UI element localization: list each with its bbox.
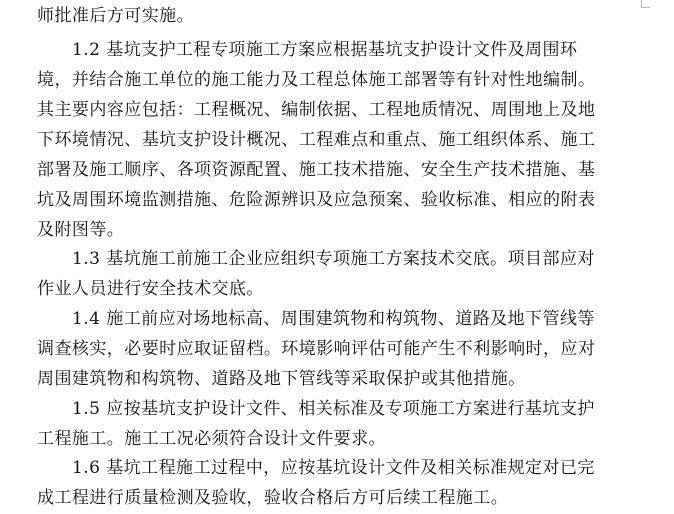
text-line: 1.3 基坑施工前施工企业应组织专项施工方案技术交底。项目部应对 — [72, 249, 595, 269]
text-line: 调查核实，必要时应取证留档。环境影响评估可能产生不利影响时，应对 — [37, 339, 596, 359]
text-line: 下环境情况、基坑支护设计概况、工程难点和重点、施工组织体系、施工 — [37, 130, 596, 150]
text-line: 师批准后方可实施。 — [37, 6, 195, 26]
text-line: 及附图等。 — [37, 220, 125, 240]
text-line: 境，并结合施工单位的施工能力及工程总体施工部署等有针对性地编制。 — [37, 70, 596, 90]
text-line: 成工程进行质量检测及验收，验收合格后方可后续工程施工。 — [37, 488, 509, 508]
page-corner-mark — [641, 0, 650, 8]
text-line: 1.6 基坑工程施工过程中，应按基坑设计文件及相关标准规定对已完 — [72, 458, 595, 478]
text-line: 坑及周围环境监测措施、危险源辨识及应急预案、验收标准、相应的附表 — [37, 190, 596, 210]
text-line: 周围建筑物和构筑物、道路及地下管线等采取保护或其他措施。 — [37, 369, 526, 389]
text-line: 1.5 应按基坑支护设计文件、相关标准及专项施工方案进行基坑支护 — [72, 399, 595, 419]
text-line: 其主要内容应包括：工程概况、编制依据、工程地质情况、周围地上及地 — [37, 100, 596, 120]
text-line: 1.2 基坑支护工程专项施工方案应根据基坑支护设计文件及周围环 — [72, 40, 578, 60]
text-line: 部署及施工顺序、各项资源配置、施工技术措施、安全生产技术措施、基 — [37, 160, 596, 180]
text-line: 作业人员进行安全技术交底。 — [37, 279, 264, 299]
text-line: 工程施工。施工工况必须符合设计文件要求。 — [37, 429, 386, 449]
text-line: 1.4 施工前应对场地标高、周围建筑物和构筑物、道路及地下管线等 — [72, 309, 595, 329]
